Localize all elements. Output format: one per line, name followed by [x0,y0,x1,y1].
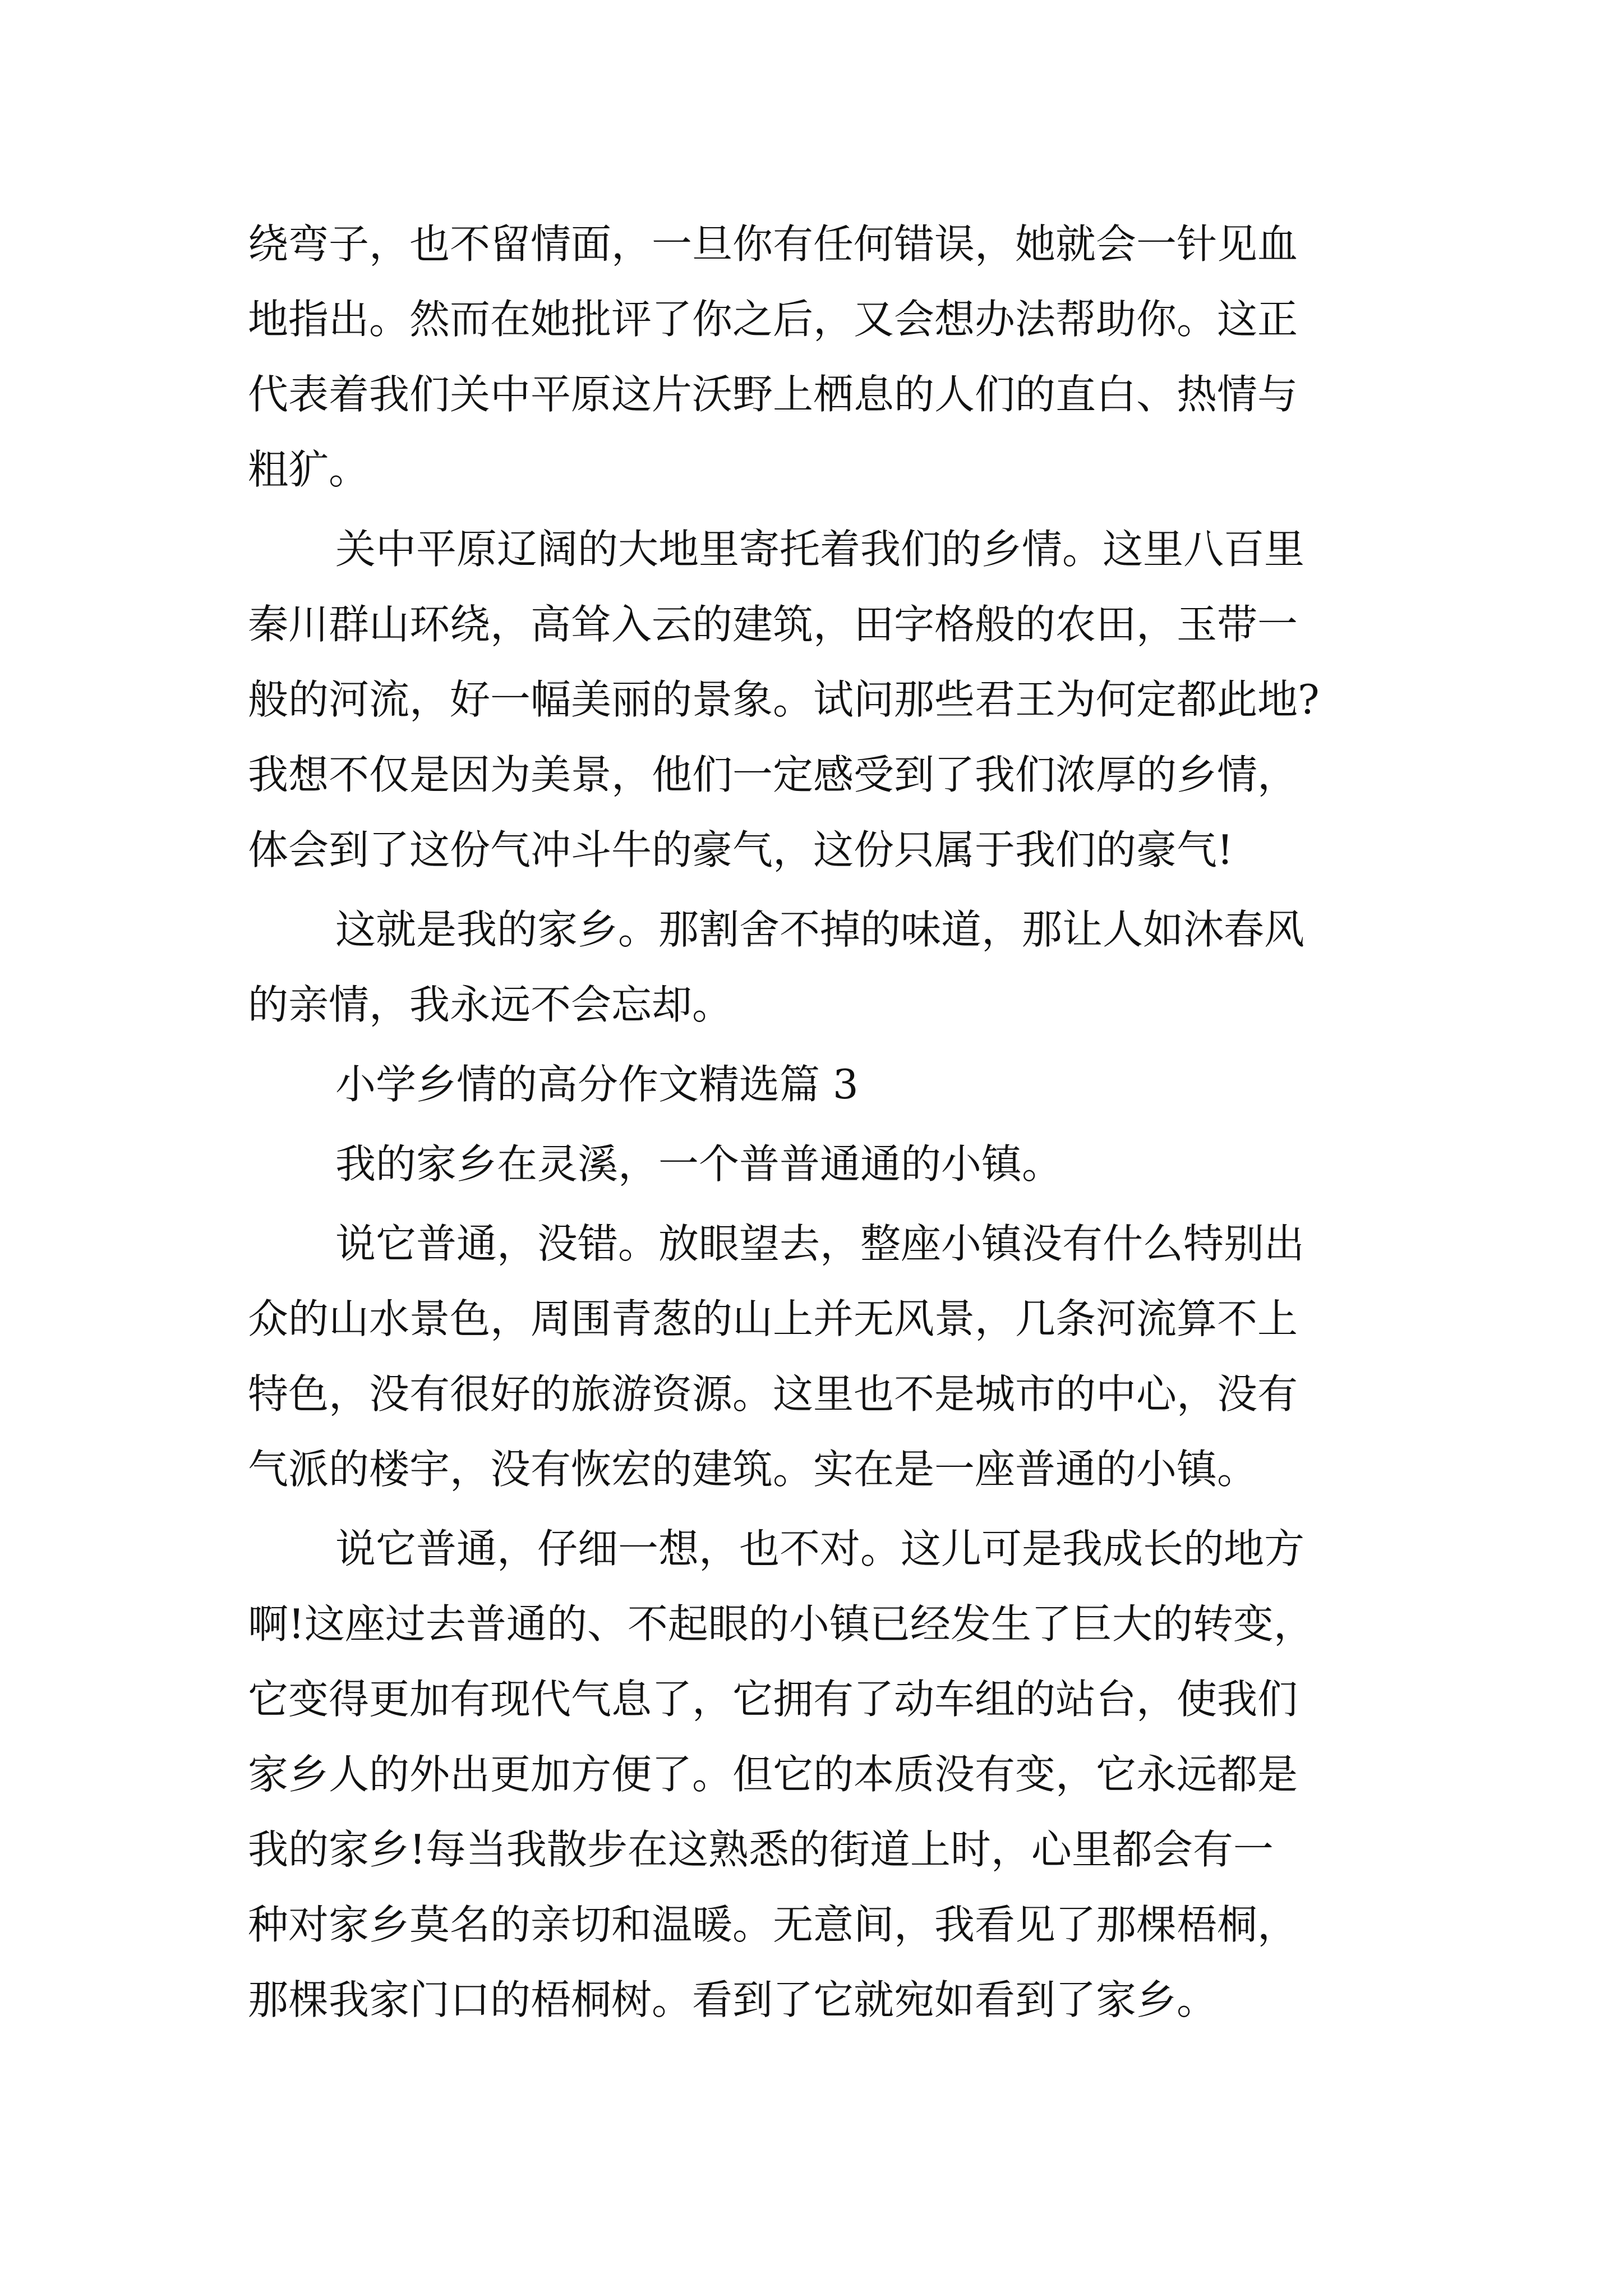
text-line: 种对家乡莫名的亲切和温暖。无意间，我看见了那棵梧桐， [248,1901,1298,1948]
paragraph-first-line: 说它普通，没错。放眼望去，整座小镇没有什么特别出 [335,1220,1305,1267]
text-line: 我想不仅是因为美景，他们一定感受到了我们浓厚的乡情， [248,751,1298,798]
text-line: 气派的楼宇，没有恢宏的建筑。实在是一座普通的小镇。 [248,1446,1258,1493]
paragraph-first-line: 关中平原辽阔的大地里寄托着我们的乡情。这里八百里 [335,526,1305,573]
text-line: 粗犷。 [248,446,370,493]
text-line: 般的河流，好一幅美丽的景象。试问那些君王为何定都此地? [248,676,1320,723]
text-line: 那棵我家门口的梧桐树。看到了它就宛如看到了家乡。 [248,1976,1218,2023]
text-line: 众的山水景色，周围青葱的山上并无风景，几条河流算不上 [248,1295,1298,1342]
text-line: 啊!这座过去普通的、不起眼的小镇已经发生了巨大的转变， [248,1600,1314,1648]
paragraph-first-line: 说它普通，仔细一想，也不对。这儿可是我成长的地方 [335,1525,1305,1572]
text-line: 特色，没有很好的旅游资源。这里也不是城市的中心，没有 [248,1370,1298,1418]
text-line: 家乡人的外出更加方便了。但它的本质没有变，它永远都是 [248,1751,1298,1798]
paragraph-first-line: 这就是我的家乡。那割舍不掉的味道，那让人如沐春风 [335,906,1305,953]
text-line: 体会到了这份气冲斗牛的豪气，这份只属于我们的豪气! [248,826,1233,873]
text-line: 代表着我们关中平原这片沃野上栖息的人们的直白、热情与 [248,371,1298,418]
text-line: 我的家乡!每当我散步在这熟悉的街道上时，心里都会有一 [248,1826,1274,1873]
paragraph-first-line: 我的家乡在灵溪，一个普普通通的小镇。 [335,1140,1063,1188]
section-heading: 小学乡情的高分作文精选篇 3 [335,1061,859,1108]
text-line: 的亲情，我永远不会忘却。 [248,981,733,1028]
text-line: 它变得更加有现代气息了，它拥有了动车组的站台，使我们 [248,1676,1298,1723]
text-line: 绕弯子，也不留情面，一旦你有任何错误，她就会一针见血 [248,220,1298,268]
text-line: 地指出。然而在她批评了你之后，又会想办法帮助你。这正 [248,296,1298,343]
text-line: 秦川群山环绕，高耸入云的建筑，田字格般的农田，玉带一 [248,601,1298,648]
